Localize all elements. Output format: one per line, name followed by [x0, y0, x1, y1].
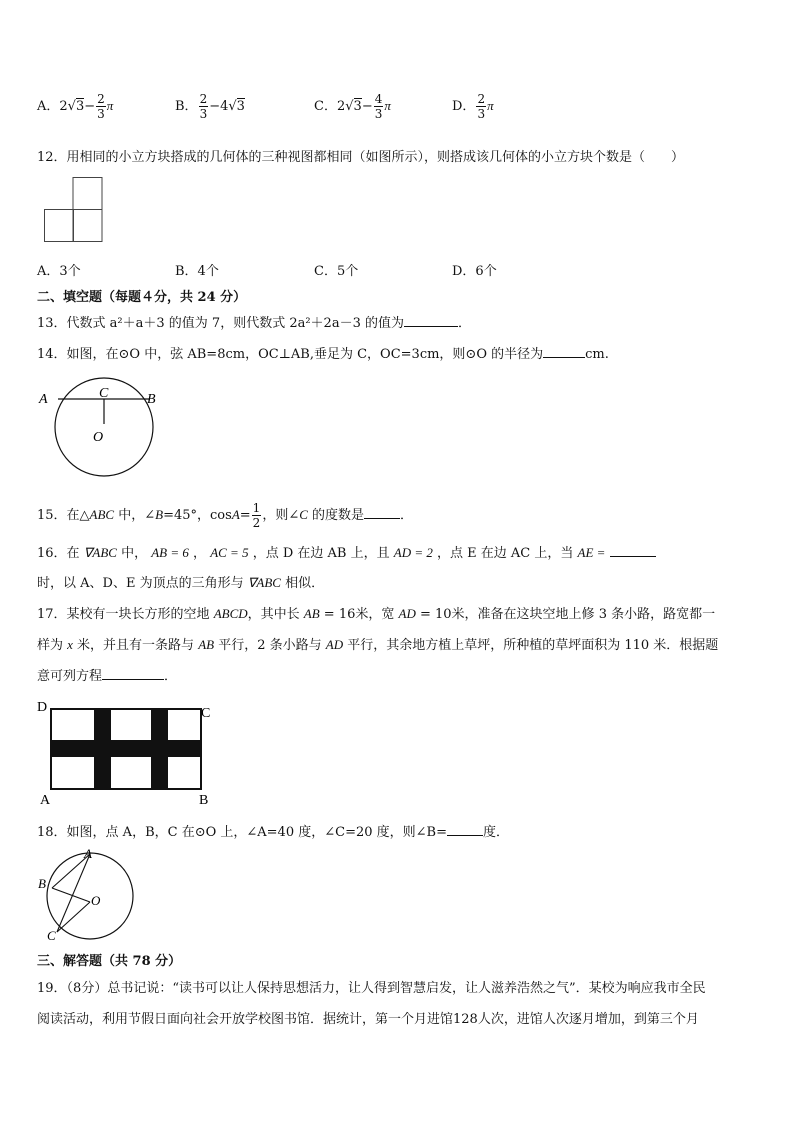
q17-line-3: 意可列方程 ． [37, 669, 178, 684]
section-2-title: 二、填空题（每题４分，共 24 分） [37, 290, 247, 305]
q12-text: 12．用相同的小立方块搭成的几何体的三种视图都相同（如图所示），则搭成该几何体的小立方块个数是（ ） [37, 150, 685, 165]
point-a-label: A [39, 392, 48, 407]
q14-text: 14．如图，在⊙O 中，弦 AB=8cm，OC⊥AB,垂足为 C，OC=3cm，则⊙O 的半径为 cm. [37, 347, 609, 362]
point-o-label: O [93, 430, 104, 445]
q12-option-c: C．5个 [314, 264, 359, 279]
fraction: $\frac{2}{3}$ [199, 92, 208, 121]
q12-option-d: D．6个 [452, 264, 497, 279]
q16-line-1: 16．在 ∇ABC 中， AB = 6 ， AC = 5 ，点 D 在边 AB 上，且 AD = 2 ，点 E 在边 AC 上，当 AE = [37, 542, 656, 561]
fraction: $\frac{2}{3}$ [477, 92, 486, 121]
point-o-label: O [91, 893, 101, 908]
q18-circle-figure [34, 846, 146, 944]
q19-line-1: 19．（8分）总书记说：“读书可以让人保持思想活力，让人得到智慧启发，让人滋养浩然之气”．某校为响应我市全民 [37, 981, 706, 996]
fraction: $\frac{2}{3}$ [97, 92, 105, 121]
q12-option-b: B．4个 [175, 264, 219, 279]
q17-rectangle-roads-figure [36, 697, 221, 809]
corner-a-label: A [40, 793, 51, 808]
answer-blank[interactable] [543, 345, 585, 358]
q11-option-c: C．2√3− $\frac{4}{3}$ π [314, 92, 391, 121]
answer-blank[interactable] [364, 506, 400, 519]
point-c-label: C [47, 928, 56, 943]
answer-blank[interactable] [404, 314, 458, 327]
sqrt-symbol: √ [67, 99, 76, 114]
section-3-title: 三、解答题（共 78 分） [37, 954, 182, 969]
sqrt-symbol: √ [345, 99, 354, 114]
point-c-label: C [99, 386, 109, 401]
q15-text: 15．在△ABC 中，∠B=45°，cosA= $\frac{1}{2}$ ，则∠C 的度数是 ． [37, 501, 414, 530]
point-a-label: A [84, 846, 92, 861]
q12-three-view-figure [44, 177, 104, 243]
q17-line-2: 样为 x 米，并且有一条路与 AB 平行，2 条小路与 AD 平行，其余地方植上草坪，所种植的草坪面积为 110 米．根据题 [37, 637, 719, 653]
q11-option-b: B． $\frac{2}{3}$ −4√3 [175, 92, 245, 121]
q16-line-2: 时，以 A、D、E 为顶点的三角形与 ∇ABC 相似． [37, 575, 325, 591]
q11-option-d: D． $\frac{2}{3}$ π [452, 92, 494, 121]
q19-line-2: 阅读活动，利用节假日面向社会开放学校图书馆．据统计，第一个月进馆128人次，进馆人次逐月增加，到第三个月 [37, 1012, 699, 1027]
corner-d-label: D [37, 700, 48, 715]
answer-blank[interactable] [102, 667, 164, 680]
q13-text: 13．代数式 a²＋a＋3 的值为 7，则代数式 2a²＋2a－3 的值为 ． [37, 316, 471, 331]
q17-line-1: 17．某校有一块长方形的空地 ABCD，其中长 AB = 16米，宽 AD = 10米，准备在这块空地上修 3 条小路，路宽都一 [37, 606, 716, 622]
sqrt-symbol: √ [228, 99, 237, 114]
q11-option-a: A．2√3− $\frac{2}{3}$ π [37, 92, 114, 121]
corner-c-label: C [201, 706, 211, 721]
answer-blank[interactable] [610, 544, 656, 557]
fraction: $\frac{1}{2}$ [252, 501, 261, 530]
answer-blank[interactable] [447, 823, 483, 836]
fraction: $\frac{4}{3}$ [374, 92, 383, 121]
q14-circle-figure [36, 380, 161, 480]
q12-option-a: A．3个 [37, 264, 81, 279]
point-b-label: B [38, 876, 46, 891]
point-b-label: B [147, 392, 156, 407]
corner-b-label: B [199, 793, 209, 808]
q18-text: 18．如图，点 A，B，C 在⊙O 上，∠A=40 度，∠C=20 度，则∠B= 度． [37, 825, 509, 840]
